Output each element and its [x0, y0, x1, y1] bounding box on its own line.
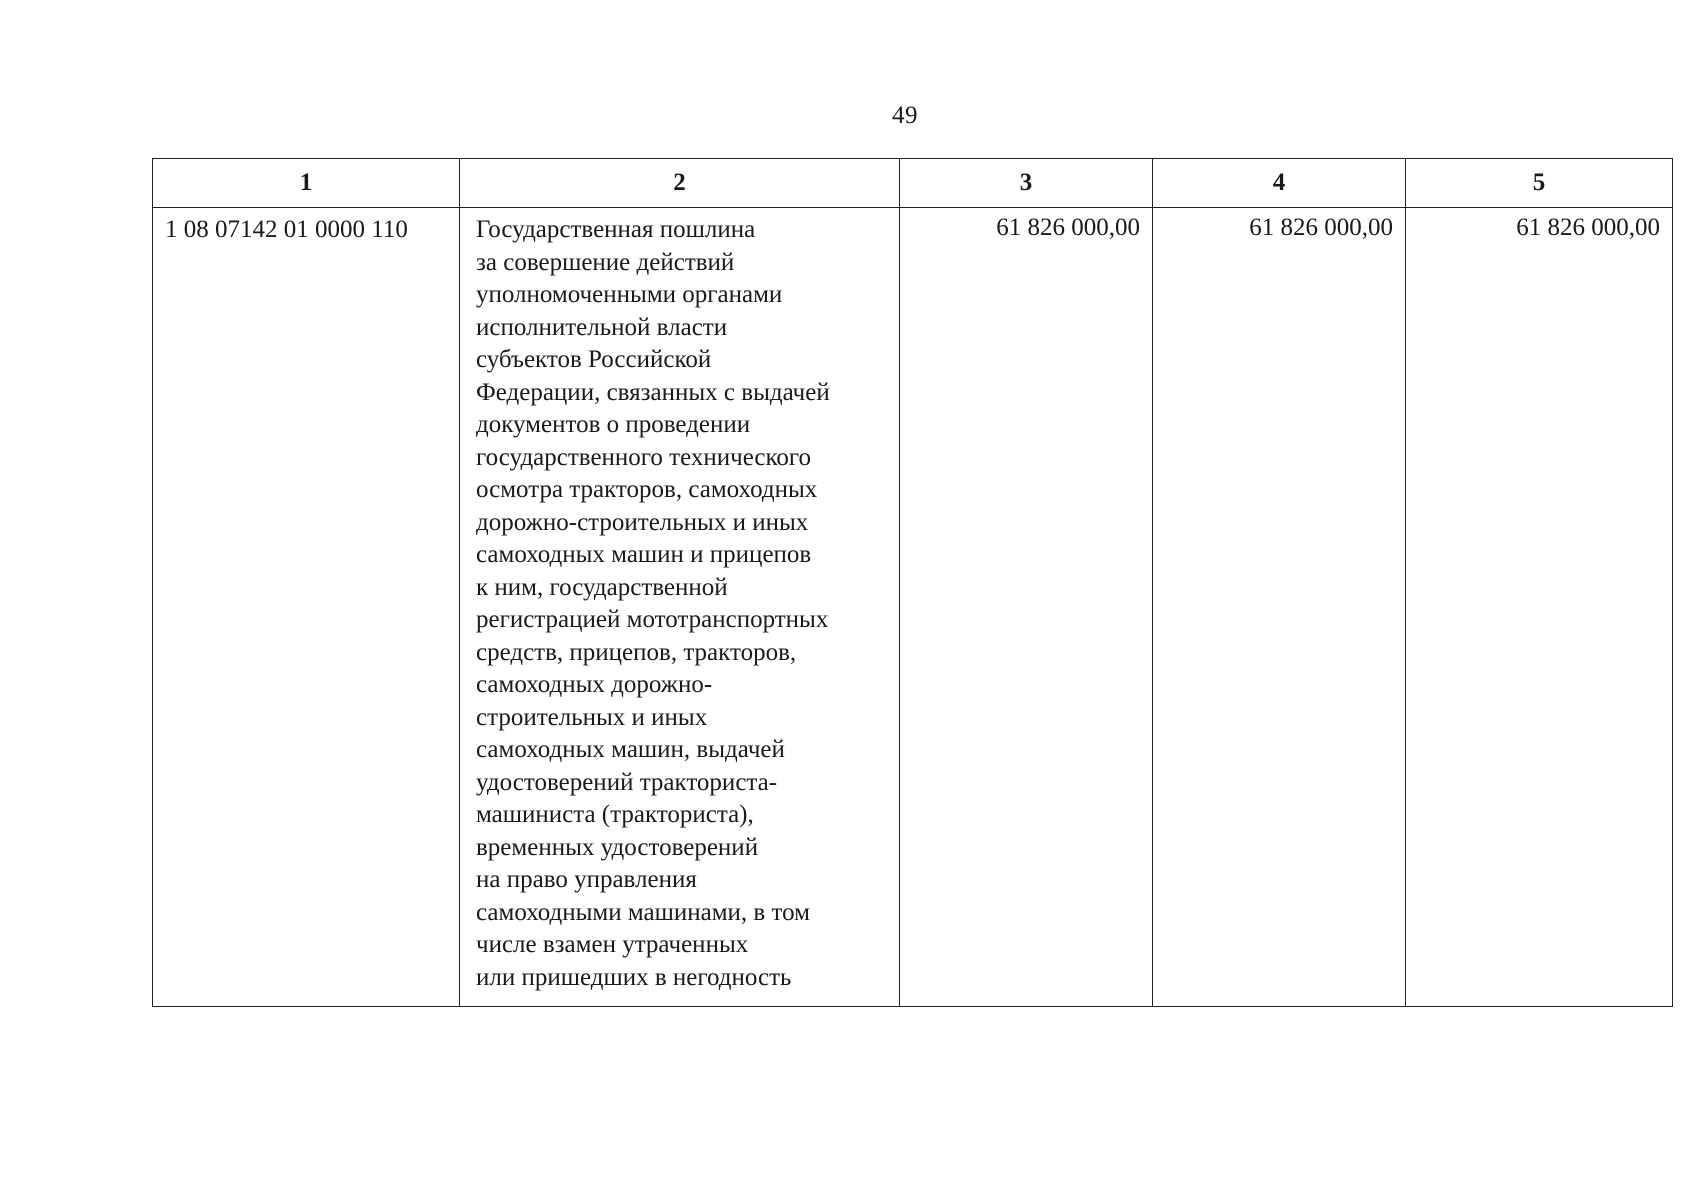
description-line: числе взамен утраченных — [476, 931, 749, 958]
description-line: самоходных дорожно- — [476, 671, 713, 698]
description-line: Федерации, связанных с выдачей — [476, 378, 830, 406]
description-line: государственного технического — [476, 443, 812, 471]
header-col-2: 2 — [460, 159, 900, 208]
description-line: временных удостоверений — [476, 833, 759, 861]
header-col-1: 1 — [153, 159, 460, 208]
description-line: документов о проведении — [476, 411, 751, 438]
description-line: на право управления — [476, 866, 697, 893]
description-cell — [460, 208, 900, 1007]
description-line: самоходных машин и прицепов — [476, 541, 812, 568]
description-line: или пришедших в негодность — [476, 963, 792, 991]
description-line: к ним, государственной — [476, 573, 728, 601]
description-line: строительных и иных — [476, 703, 708, 731]
page-number: 49 — [892, 102, 918, 129]
description-line: за совершение действий — [476, 248, 735, 276]
description-line: уполномоченными органами — [476, 281, 783, 308]
description-line: самоходных машин, выдачей — [476, 736, 785, 763]
description-line: исполнительной власти — [476, 313, 728, 341]
header-col-5: 5 — [1406, 159, 1673, 208]
header-row — [153, 159, 1673, 208]
description-line: средств, прицепов, тракторов, — [476, 638, 797, 666]
description-line: удостоверений тракториста- — [476, 768, 778, 796]
description-line: дорожно-строительных и иных — [476, 508, 809, 536]
description-line: осмотра тракторов, самоходных — [476, 476, 818, 503]
description-line: субъектов Российской — [476, 346, 712, 373]
budget-code-cell: 1 08 07142 01 0000 110 — [153, 208, 460, 1007]
description-line: регистрацией мототранспортных — [476, 606, 829, 633]
description-line: машиниста (тракториста), — [476, 801, 754, 828]
description-line: самоходными машинами, в том — [476, 898, 810, 926]
amount-col-3: 61 826 000,00 — [900, 208, 1153, 1007]
description-line: Государственная пошлина — [476, 216, 756, 243]
amount-col-5: 61 826 000,00 — [1406, 208, 1673, 1007]
header-col-3: 3 — [900, 159, 1153, 208]
table-row — [153, 208, 1673, 1007]
header-col-4: 4 — [1153, 159, 1406, 208]
amount-col-4: 61 826 000,00 — [1153, 208, 1406, 1007]
revenue-table — [152, 158, 1673, 1007]
